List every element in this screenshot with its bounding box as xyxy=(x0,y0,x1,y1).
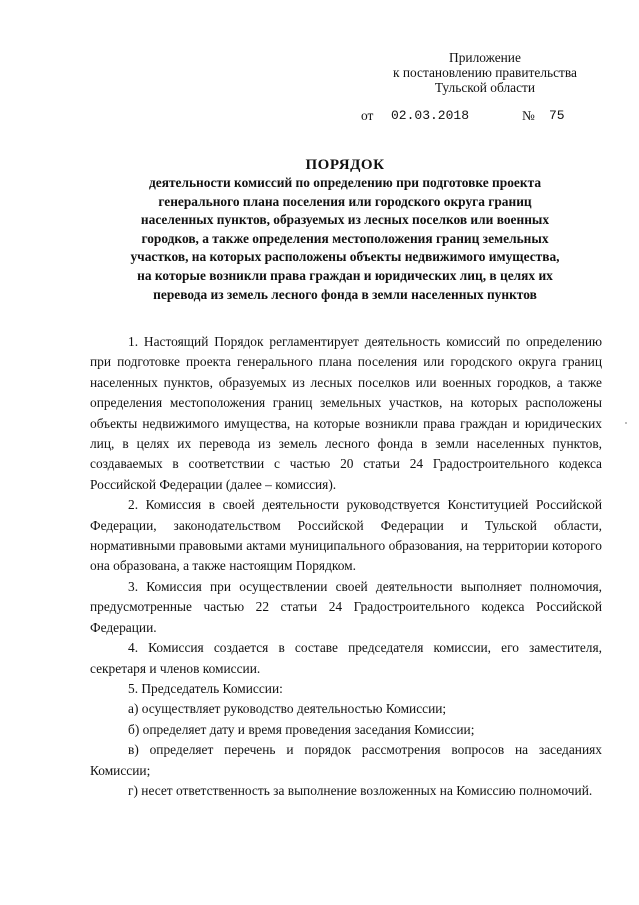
list-item-a: а) осуществляет руководство деятельностью Комиссии; xyxy=(128,701,447,717)
title-line: деятельности комиссий по определению при подготовке проекта xyxy=(148,175,542,190)
number-label: № xyxy=(522,108,535,123)
title-line: населенных пунктов, образуемых из лесных поселков или военных xyxy=(140,212,550,228)
appendix-line-3: Тульской области xyxy=(434,80,536,95)
appendix-line-1: Приложение xyxy=(449,50,521,65)
document-body xyxy=(90,332,602,801)
title-line: городков, а также определения местоположения границ земельных xyxy=(141,230,549,246)
list-item-c: в) определяет перечень и порядок рассмотрения вопросов на заседаниях Комиссии; xyxy=(90,742,602,778)
paragraph-2: 2. Комиссия в своей деятельности руководствуется Конституцией Российской Федерации, законодательством Российской Федерации и Тульской области, нормативными правовыми актами муниципального образования, на территории которого она образована, а также настоящим Порядком. xyxy=(90,497,602,574)
scan-speck xyxy=(625,422,627,424)
document-title xyxy=(100,156,590,304)
list-item-d: г) несет ответственность за выполнение возложенных на Комиссию полномочий. xyxy=(128,782,593,798)
paragraph-3: 3. Комиссия при осуществлении своей деятельности выполняет полномочия, предусмотренные частью 22 статьи 24 Градостроительного кодекса Российской Федерации. xyxy=(90,578,602,635)
paragraph-5: 5. Председатель Комиссии: xyxy=(128,680,283,696)
appendix-line-2: к постановлению правительства xyxy=(392,65,577,80)
title-line: перевода из земель лесного фонда в земли населенных пунктов xyxy=(153,286,537,302)
list-item-b: б) определяет дату и время проведения заседания Комиссии; xyxy=(128,721,475,737)
title-line: участков, на которых расположены объекты недвижимого имущества, xyxy=(130,249,560,265)
date-prefix: от xyxy=(361,108,374,123)
document-reference xyxy=(361,108,571,123)
title-line: генерального плана поселения или городского округа границ xyxy=(158,193,532,209)
document-date: 02.03.2018 xyxy=(391,108,470,123)
title-line: на которые возникли права граждан и юридических лиц, в целях их xyxy=(137,267,553,283)
document-number: 75 xyxy=(549,108,565,123)
paragraph-4: 4. Комиссия создается в составе председателя комиссии, его заместителя, секретаря и членов комиссии. xyxy=(90,640,602,676)
appendix-header xyxy=(393,50,577,95)
title-main: ПОРЯДОК xyxy=(305,157,385,173)
paragraph-1: 1. Настоящий Порядок регламентирует деятельность комиссий по определению при подготовке проекта генерального плана поселения или городского округа границ населенных пунктов, образуемых из лесных поселков или военных городков, а также определения местоположения границ земельных участков, на которых расположены объекты недвижимого имущества, на которые возникли права граждан и юридических лиц, в целях их перевода из земель лесного фонда в земли населенных пунктов, создаваемых в соответствии с частью 20 статьи 24 Градостроительного кодекса Российской Федерации (далее – комиссия). xyxy=(90,334,602,492)
